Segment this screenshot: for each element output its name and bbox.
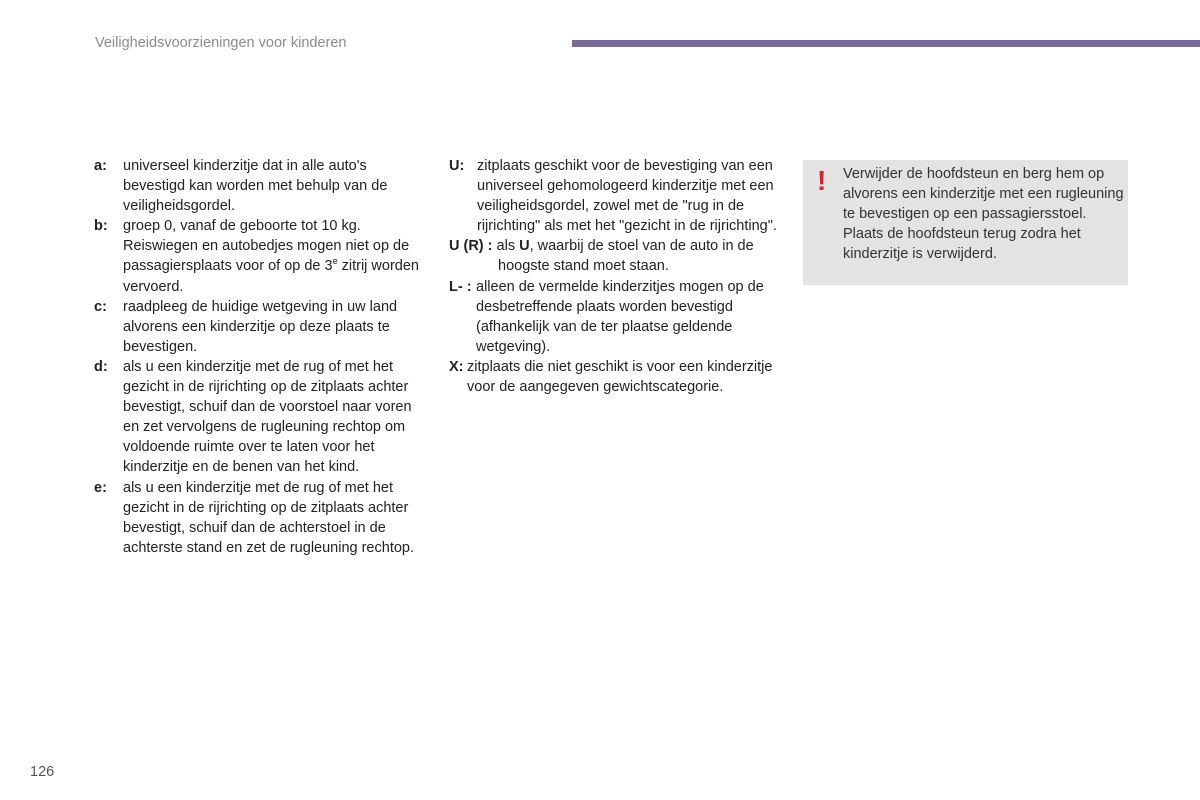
warning-text: Verwijder de hoofdsteun en berg hem op alvorens een kinderzitje met een rugleuning te bevestigen op een passagiersstoel. Plaats de hoofdsteun terug zodra het kinderzitje is verwijderd. [843, 166, 1124, 263]
legend-text [449, 236, 779, 276]
legend-key: a: [94, 158, 107, 174]
superscript: e [332, 256, 338, 267]
warning-box [803, 160, 1128, 285]
legend-text-part: als [492, 238, 520, 255]
legend-key: U: [449, 158, 465, 174]
legend-text-part: , waarbij de stoel van de auto in de hoogste stand moet staan. [498, 238, 754, 275]
legend-key: b: [94, 218, 108, 235]
legend-bold-term: U [519, 238, 530, 255]
legend-text: als u een kinderzitje met de rug of met het gezicht in de rijrichting op de zitplaats achter bevestigt, schuif dan de achterstoel in de achterste stand en zet de rugleuning rechtop. [123, 479, 414, 556]
page-number: 126 [30, 764, 55, 780]
legend-key: L- : [449, 278, 472, 295]
legend-item-ur [449, 236, 779, 276]
legend-mid-column [449, 156, 779, 397]
legend-text-part: groep 0, vanaf de geboorte tot 10 kg. Reiswiegen en autobedjes mogen niet op de passagiersplaats voor of op de 3 [123, 218, 410, 275]
legend-text-part: zitrij worden vervoerd. [123, 258, 419, 295]
legend-item-a [94, 156, 424, 216]
legend-left-column [94, 156, 424, 558]
legend-text: raadpleeg de huidige wetgeving in uw land alvorens een kinderzitje op deze plaats te bevestigen. [123, 298, 398, 355]
legend-item-d [94, 357, 424, 478]
legend-item-l [449, 277, 779, 357]
legend-item-c [94, 297, 424, 357]
legend-item-x [449, 357, 779, 397]
legend-key: c: [94, 298, 107, 315]
legend-item-u [449, 156, 779, 236]
legend-text: zitplaats die niet geschikt is voor een kinderzitje voor de aangegeven gewichtscategorie. [467, 358, 773, 396]
legend-key: X: [449, 358, 464, 375]
legend-key: U (R) : [449, 238, 493, 255]
legend-key: e: [94, 479, 107, 496]
legend-text: alleen de vermelde kinderzitjes mogen op de desbetreffende plaats worden bevestigd (afhankelijk van de ter plaatse geldende wetgeving). [476, 278, 764, 355]
legend-text: universeel kinderzitje dat in alle auto's bevestigd kan worden met behulp van de veiligheidsgordel. [123, 158, 388, 215]
legend-text [94, 216, 424, 296]
legend-key: d: [94, 358, 108, 375]
legend-text: zitplaats geschikt voor de bevestiging van een universeel gehomologeerd kinderzitje met een veiligheidsgordel, zowel met de "rug in de rijrichting" als met het "gezicht in de rijrichting". [477, 158, 777, 235]
section-title: Veiligheidsvoorzieningen voor kinderen [95, 35, 347, 51]
legend-item-e [94, 478, 424, 558]
exclamation-icon: ! [817, 165, 827, 196]
legend-text: als u een kinderzitje met de rug of met het gezicht in de rijrichting op de zitplaats achter bevestigt, schuif dan de voorstoel naar voren en zet vervolgens de rugleuning rechtop om voldoende ruimte over te laten voor het kinderzitje en de benen van het kind. [123, 358, 412, 476]
header-accent-bar [572, 40, 1200, 47]
legend-item-b [94, 216, 424, 296]
